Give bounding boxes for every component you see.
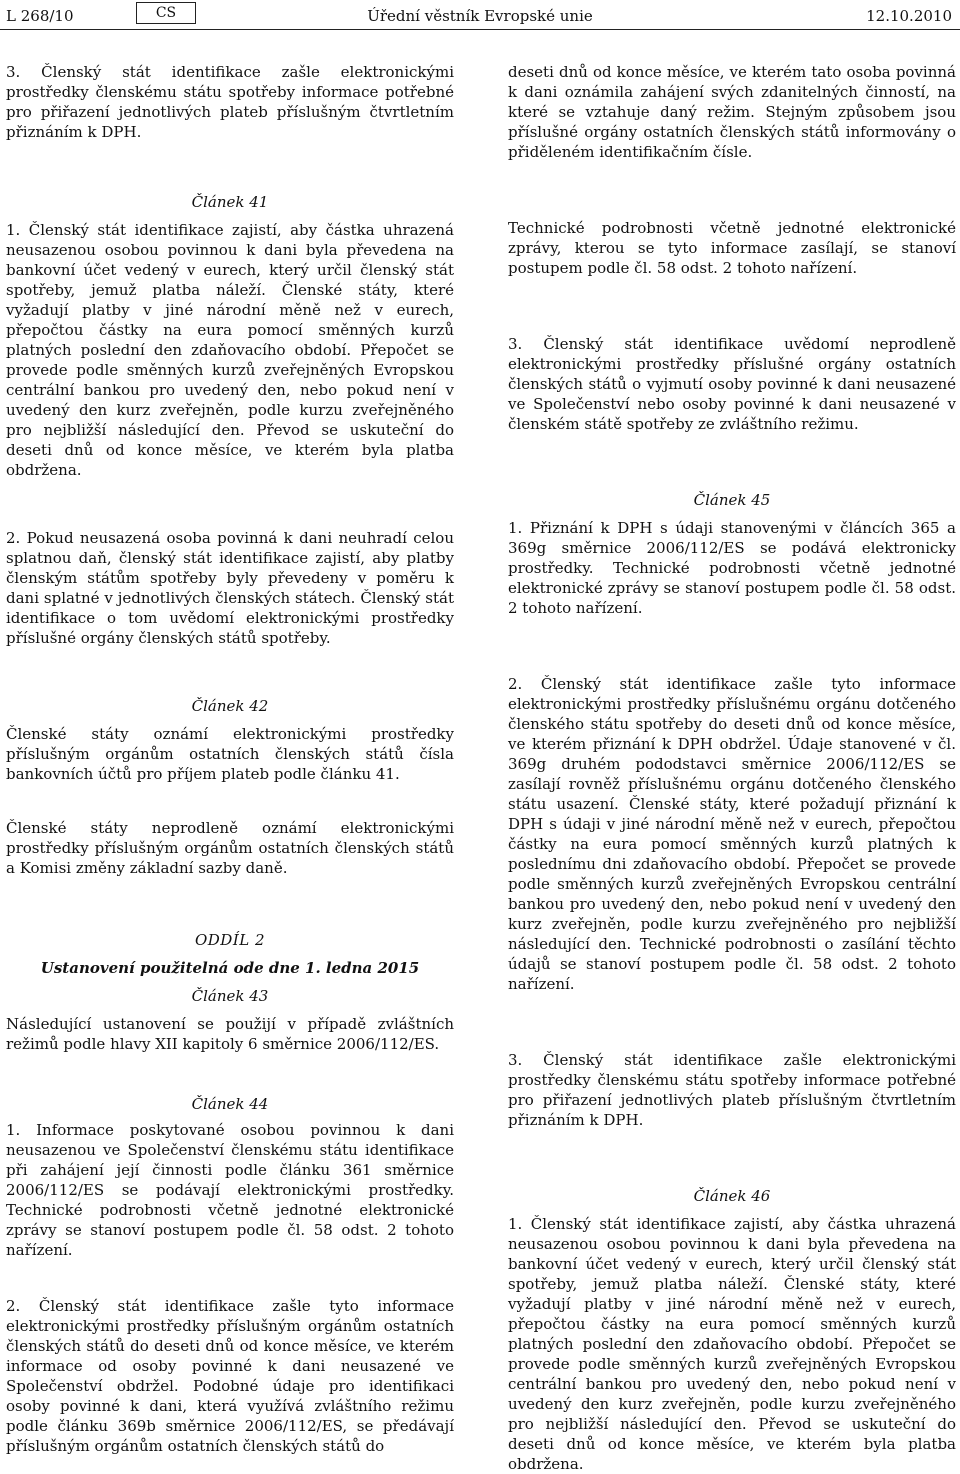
article-45-paragraph-2: 2. Členský stát identifikace zašle tyto informace elektronickými prostředky příslušnému orgánu dotčeného členského státu spotřeby do deseti dnů od konce měsíce, ve kterém přiznání k DPH obdržel. Údaje stanovené v čl. 369g druhém pododstavci směrnice 2006/112/ES se zasílají rovněž příslušnému orgánu dotčeného členského státu usazení. Členské státy, které požadují přiznání k DPH s údaji v jiné národní měně než v eurech, přepočtou částky na eura pomocí směnných kurzů platných k poslednímu dni zdaňovacího období. Přepočet se provede podle směnných kurzů zveřejněných Evropskou centrální bankou pro uvedený den, nebo pokud není v uvedený den kurz zveřejněn, podle kurzu zveřejněného pro nejbližší následující den. Technické podrobnosti o zasílání těchto údajů se stanoví postupem podle čl. 58 odst. 2 tohoto nařízení. bbox=[508, 675, 956, 993]
article-42-paragraph-1: Členské státy oznámí elektronickými prostředky příslušným orgánům ostatních členských států čísla bankovních účtů pro příjem plateb podle článku 41. bbox=[6, 725, 454, 783]
article-45-paragraph-3: 3. Členský stát identifikace zašle elektronickými prostředky členskému státu spotřeby informace potřebné pro přiřazení jednotlivých plateb příslušným čtvrtletním přiznáním k DPH. bbox=[508, 1051, 956, 1129]
article-41-title: Článek 41 bbox=[191, 193, 269, 211]
paragraph-3: 3. Členský stát identifikace zašle elektronickými prostředky členskému státu spotřeby informace potřebné pro přiřazení jednotlivých plateb příslušným čtvrtletním přiznáním k DPH. bbox=[6, 63, 454, 141]
paragraph-continued: deseti dnů od konce měsíce, ve kterém tato osoba povinná k dani oznámila zahájení svých zdanitelných činností, na které se vztahuje daný režim. Stejným způsobem jsou příslušné orgány ostatních členských států informovány o přiděleném identifikačním čísle. bbox=[508, 63, 956, 161]
article-42-paragraph-2: Členské státy neprodleně oznámí elektronickými prostředky příslušným orgánům ostatních členských států a Komisi změny základní sazby daně. bbox=[6, 819, 454, 877]
article-46-paragraph-1: 1. Členský stát identifikace zajistí, aby částka uhrazená neusazenou osobou povinnou k dani byla převedena na bankovní účet vedený v eurech, který určil členský stát spotřeby, jemuž platba náleží. Členské státy, které vyžadují platby v jiné národní měně než v eurech, přepočtou částky na eura pomocí směnných kurzů platných poslední den zdaňovacího období. Přepočet se provede podle směnných kurzů zveřejněných Evropskou centrální bankou pro uvedený den, nebo pokud není v uvedený den kurz zveřejněn, podle kurzu zveřejněného pro nejbližší následující den. Převod se uskuteční do deseti dnů od konce měsíce, ve kterém byla platba obdržena. bbox=[508, 1215, 956, 1473]
section-heading: Ustanovení použitelná ode dne 1. ledna 2015 bbox=[40, 959, 420, 977]
issue-date: 12.10.2010 bbox=[866, 7, 952, 25]
article-41-paragraph-2: 2. Pokud neusazená osoba povinná k dani neuhradí celou splatnou daň, členský stát identifikace zajistí, aby platby členským státům spotřeby byly převedeny v poměru k dani splatné v jednotlivých členských státech. Členský stát identifikace o tom uvědomí elektronickými prostředky příslušné orgány členských států spotřeby. bbox=[6, 529, 454, 647]
technical-details-paragraph: Technické podrobnosti včetně jednotné elektronické zprávy, kterou se tyto informace zasílají, se stanoví postupem podle čl. 58 odst. 2 tohoto nařízení. bbox=[508, 219, 956, 277]
article-44-paragraph-2: 2. Členský stát identifikace zašle tyto informace elektronickými prostředky příslušným orgánům ostatních členských států do deseti dnů od konce měsíce, ve kterém informace od osoby povinné k dani neusazené ve Společenství obdržel. Podobné údaje pro identifikaci osoby povinné k dani, která využívá zvláštního režimu podle článku 369b směrnice 2006/112/ES, se předávají příslušným orgánům ostatních členských států do bbox=[6, 1297, 454, 1455]
article-43-title: Článek 43 bbox=[191, 987, 269, 1005]
article-45-title: Článek 45 bbox=[693, 491, 771, 509]
left-column bbox=[6, 62, 454, 1456]
page-number: L 268/10 bbox=[6, 7, 74, 25]
article-43-paragraph-1: Následující ustanovení se použijí v případě zvláštních režimů podle hlavy XII kapitoly 6 směrnice 2006/112/ES. bbox=[6, 1015, 454, 1053]
paragraph-3-right: 3. Členský stát identifikace uvědomí neprodleně elektronickými prostředky příslušné orgány ostatních členských států o vyjmutí osoby povinné k dani neusazené ve Společenství nebo osoby povinné k dani neusazené v členském státě spotřeby ze zvláštního režimu. bbox=[508, 335, 956, 433]
article-44-title: Článek 44 bbox=[191, 1095, 269, 1113]
article-42-title: Článek 42 bbox=[191, 697, 269, 715]
article-46-title: Článek 46 bbox=[693, 1187, 771, 1205]
header-rule bbox=[0, 29, 960, 30]
article-45-paragraph-1: 1. Přiznání k DPH s údaji stanovenými v článcích 365 a 369g směrnice 2006/112/ES se podává elektronicky prostředky. Technické podrobnosti včetně jednotné elektronické zprávy se stanoví postupem podle čl. 58 odst. 2 tohoto nařízení. bbox=[508, 519, 956, 617]
article-44-paragraph-1: 1. Informace poskytované osobou povinnou k dani neusazenou ve Společenství členskému státu identifikace při zahájení její činnosti podle článku 361 směrnice 2006/112/ES se podávají elektronickými prostředky. Technické podrobnosti včetně jednotné elektronické zprávy se stanoví postupem podle čl. 58 odst. 2 tohoto nařízení. bbox=[6, 1121, 454, 1259]
section-label: ODDÍL 2 bbox=[194, 931, 266, 949]
right-column bbox=[508, 62, 956, 1474]
language-badge: CS bbox=[136, 2, 196, 24]
journal-title: Úřední věstník Evropské unie bbox=[367, 7, 593, 25]
article-41-paragraph-1: 1. Členský stát identifikace zajistí, aby částka uhrazená neusazenou osobou povinnou k dani byla převedena na bankovní účet vedený v eurech, který určil členský stát spotřeby, jemuž platba náleží. Členské státy, které vyžadují platby v jiné národní měně než v eurech, přepočtou částky na eura pomocí směnných kurzů platných poslední den zdaňovacího období. Přepočet se provede podle směnných kurzů zveřejněných Evropskou centrální bankou pro uvedený den, nebo pokud není v uvedený den kurz zveřejněn, podle kurzu zveřejněného pro nejbližší následující den. Převod se uskuteční do deseti dnů od konce měsíce, ve kterém byla platba obdržena. bbox=[6, 221, 454, 479]
